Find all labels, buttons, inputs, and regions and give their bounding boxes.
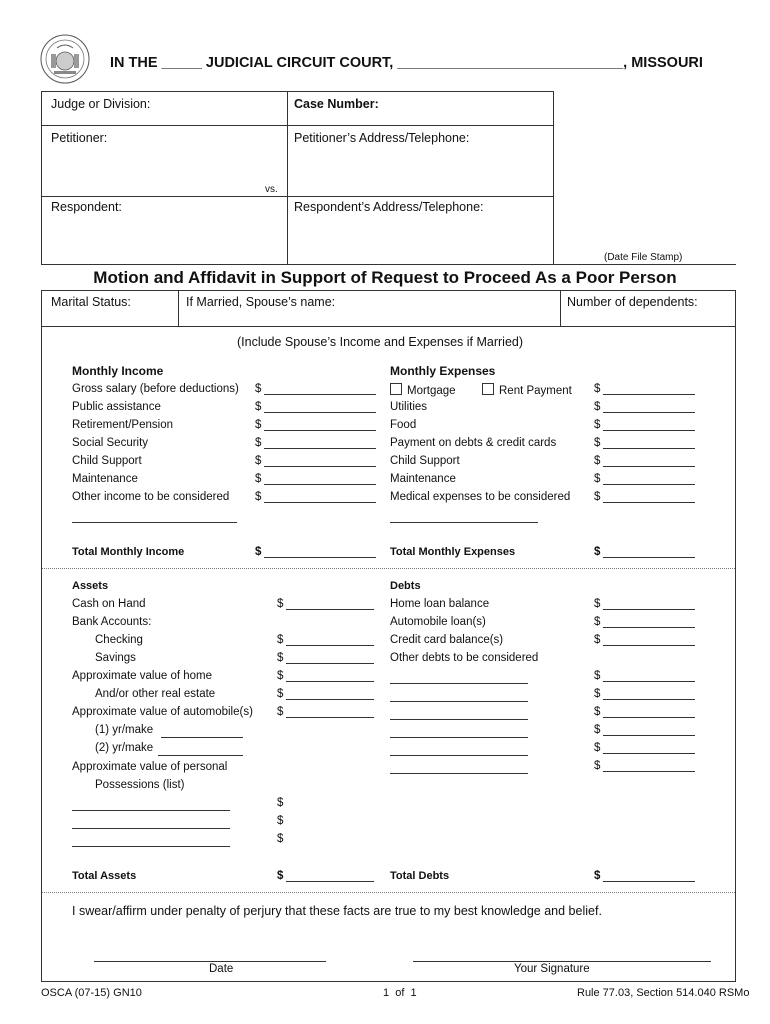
caption-divider bbox=[287, 91, 288, 265]
debt-home-amount[interactable]: $ bbox=[594, 598, 695, 610]
debt-home-loan: Home loan balance bbox=[390, 598, 490, 610]
total-assets-label: Total Assets bbox=[72, 870, 137, 882]
asset-possessions: Possessions (list) bbox=[95, 779, 185, 791]
petitioner-address-label: Petitioner’s Address/Telephone: bbox=[294, 131, 470, 145]
total-income-amount[interactable]: $ bbox=[255, 546, 376, 558]
caption-row-divider bbox=[41, 125, 554, 126]
debt-auto-amount[interactable]: $ bbox=[594, 616, 695, 628]
income-maintenance-amount[interactable]: $ bbox=[255, 473, 376, 485]
asset-savings-amount[interactable]: $ bbox=[277, 652, 374, 664]
debt-credit-card: Credit card balance(s) bbox=[390, 634, 504, 646]
total-assets-amount[interactable]: $ bbox=[277, 870, 374, 882]
income-child-support-amount[interactable]: $ bbox=[255, 455, 376, 467]
asset-home: Approximate value of home bbox=[72, 670, 212, 682]
possession-blank-1[interactable] bbox=[72, 809, 230, 811]
asset-auto2: (2) yr/make bbox=[95, 742, 154, 754]
expense-debts: Payment on debts & credit cards bbox=[390, 437, 557, 449]
income-ss-amount[interactable]: $ bbox=[255, 437, 376, 449]
asset-checking-amount[interactable]: $ bbox=[277, 634, 374, 646]
income-maintenance: Maintenance bbox=[72, 473, 138, 485]
income-gross-salary: Gross salary (before deductions) bbox=[72, 383, 239, 395]
date-label: Date bbox=[209, 963, 234, 975]
asset-savings: Savings bbox=[95, 652, 136, 664]
marital-divider bbox=[41, 326, 736, 327]
marital-status-label: Marital Status: bbox=[51, 295, 131, 309]
asset-home-amount[interactable]: $ bbox=[277, 670, 374, 682]
form-title: Motion and Affidavit in Support of Request to Proceed As a Poor Person bbox=[93, 268, 677, 287]
debts-heading: Debts bbox=[390, 580, 421, 592]
asset-auto1: (1) yr/make bbox=[95, 724, 154, 736]
mortgage-checkbox[interactable] bbox=[390, 383, 402, 395]
case-number-label: Case Number: bbox=[294, 97, 379, 111]
include-spouse-note: (Include Spouse’s Income and Expenses if Married) bbox=[236, 335, 524, 349]
income-retirement: Retirement/Pension bbox=[72, 419, 173, 431]
asset-cash-amount[interactable]: $ bbox=[277, 598, 374, 610]
asset-auto-amount[interactable]: $ bbox=[277, 706, 374, 718]
spouse-name-label: If Married, Spouse’s name: bbox=[186, 295, 336, 309]
section-divider bbox=[42, 568, 735, 569]
respondent-address-label: Respondent’s Address/Telephone: bbox=[294, 200, 484, 214]
asset-real-estate: And/or other real estate bbox=[95, 688, 216, 700]
monthly-expenses-heading: Monthly Expenses bbox=[390, 364, 496, 378]
possession-blank-2[interactable] bbox=[72, 827, 230, 829]
expense-utilities-amount[interactable]: $ bbox=[594, 401, 695, 413]
signature-line[interactable] bbox=[413, 960, 711, 962]
income-social-security: Social Security bbox=[72, 437, 149, 449]
total-expenses-label: Total Monthly Expenses bbox=[390, 546, 516, 558]
debt-other-amount-2[interactable]: $ bbox=[594, 688, 695, 700]
asset-cash: Cash on Hand bbox=[72, 598, 146, 610]
petitioner-label: Petitioner: bbox=[51, 131, 108, 145]
expense-other-blank[interactable] bbox=[390, 521, 538, 523]
respondent-label: Respondent: bbox=[51, 200, 122, 214]
asset-checking: Checking bbox=[95, 634, 143, 646]
total-expenses-amount[interactable]: $ bbox=[594, 546, 695, 558]
oath-statement: I swear/affirm under penalty of perjury that these facts are true to my best knowledge and belief. bbox=[72, 904, 602, 918]
asset-bank: Bank Accounts: bbox=[72, 616, 152, 628]
expense-housing-amount[interactable]: $ bbox=[594, 383, 695, 395]
auto2-blank[interactable] bbox=[158, 754, 243, 756]
total-income-label: Total Monthly Income bbox=[72, 546, 185, 558]
income-public-amount[interactable]: $ bbox=[255, 401, 376, 413]
asset-auto: Approximate value of automobile(s) bbox=[72, 706, 253, 718]
expense-debts-amount[interactable]: $ bbox=[594, 437, 695, 449]
income-public-assistance: Public assistance bbox=[72, 401, 161, 413]
date-stamp-label: (Date File Stamp) bbox=[604, 252, 683, 263]
assets-heading: Assets bbox=[72, 580, 109, 592]
expense-utilities: Utilities bbox=[390, 401, 428, 413]
debt-other-blank-3[interactable] bbox=[390, 718, 528, 720]
income-gross-amount[interactable]: $ bbox=[255, 383, 376, 395]
marital-col-divider bbox=[178, 290, 179, 326]
asset-real-estate-amount[interactable]: $ bbox=[277, 688, 374, 700]
expense-maintenance: Maintenance bbox=[390, 473, 456, 485]
date-stamp-line bbox=[554, 264, 736, 265]
auto1-blank[interactable] bbox=[161, 736, 243, 738]
total-debts-amount[interactable]: $ bbox=[594, 870, 695, 882]
debt-other-amount-1[interactable]: $ bbox=[594, 670, 695, 682]
mortgage-option[interactable]: Mortgage bbox=[390, 383, 456, 397]
court-title: IN THE _____ JUDICIAL CIRCUIT COURT, ____________________________, MISSOURI bbox=[110, 55, 703, 71]
rule-citation: Rule 77.03, Section 514.040 RSMo bbox=[577, 987, 750, 999]
expense-medical: Medical expenses to be considered bbox=[390, 491, 571, 503]
debt-other-amount-5[interactable]: $ bbox=[594, 742, 695, 754]
missouri-seal-icon bbox=[40, 34, 90, 84]
debt-other-blank-4[interactable] bbox=[390, 736, 528, 738]
dependents-label: Number of dependents: bbox=[567, 295, 698, 309]
income-other: Other income to be considered bbox=[72, 491, 230, 503]
rent-option[interactable]: Rent Payment bbox=[482, 383, 572, 397]
debt-other-amount-4[interactable]: $ bbox=[594, 724, 695, 736]
debt-other-amount-3[interactable]: $ bbox=[594, 706, 695, 718]
possession-amount-3[interactable]: $ bbox=[277, 833, 284, 845]
expense-food-amount[interactable]: $ bbox=[594, 419, 695, 431]
expense-food: Food bbox=[390, 419, 417, 431]
expense-medical-amount[interactable]: $ bbox=[594, 491, 695, 503]
expense-maintenance-amount[interactable]: $ bbox=[594, 473, 695, 485]
debt-other-amount-6[interactable]: $ bbox=[594, 760, 695, 772]
vs-label: vs. bbox=[265, 184, 278, 195]
possession-blank-3[interactable] bbox=[72, 845, 230, 847]
debt-other-blank-1[interactable] bbox=[390, 682, 528, 684]
debt-credit-amount[interactable]: $ bbox=[594, 634, 695, 646]
possession-amount-1[interactable]: $ bbox=[277, 797, 284, 809]
debt-other: Other debts to be considered bbox=[390, 652, 539, 664]
dependents-col-divider bbox=[560, 290, 561, 326]
income-other-amount[interactable]: $ bbox=[255, 491, 376, 503]
income-child-support: Child Support bbox=[72, 455, 142, 467]
asset-personal: Approximate value of personal bbox=[72, 761, 228, 773]
debt-other-blank-5[interactable] bbox=[390, 754, 528, 756]
possession-amount-2[interactable]: $ bbox=[277, 815, 284, 827]
judge-label: Judge or Division: bbox=[51, 97, 151, 111]
form-code: OSCA (07-15) GN10 bbox=[41, 987, 142, 999]
income-other-blank[interactable] bbox=[72, 521, 237, 523]
expense-child-support: Child Support bbox=[390, 455, 460, 467]
income-retirement-amount[interactable]: $ bbox=[255, 419, 376, 431]
debt-auto-loan: Automobile loan(s) bbox=[390, 616, 486, 628]
oath-divider bbox=[42, 892, 735, 893]
caption-vs-divider bbox=[41, 196, 288, 197]
caption-vs-divider-right bbox=[287, 196, 554, 197]
date-line[interactable] bbox=[94, 960, 326, 962]
caption-box bbox=[41, 91, 554, 265]
debt-other-blank-6[interactable] bbox=[390, 772, 528, 774]
total-debts-label: Total Debts bbox=[390, 870, 450, 882]
monthly-income-heading: Monthly Income bbox=[72, 364, 164, 378]
expense-child-support-amount[interactable]: $ bbox=[594, 455, 695, 467]
signature-label: Your Signature bbox=[514, 963, 590, 975]
rent-checkbox[interactable] bbox=[482, 383, 494, 395]
page-number: 1 of 1 bbox=[383, 987, 417, 999]
debt-other-blank-2[interactable] bbox=[390, 700, 528, 702]
